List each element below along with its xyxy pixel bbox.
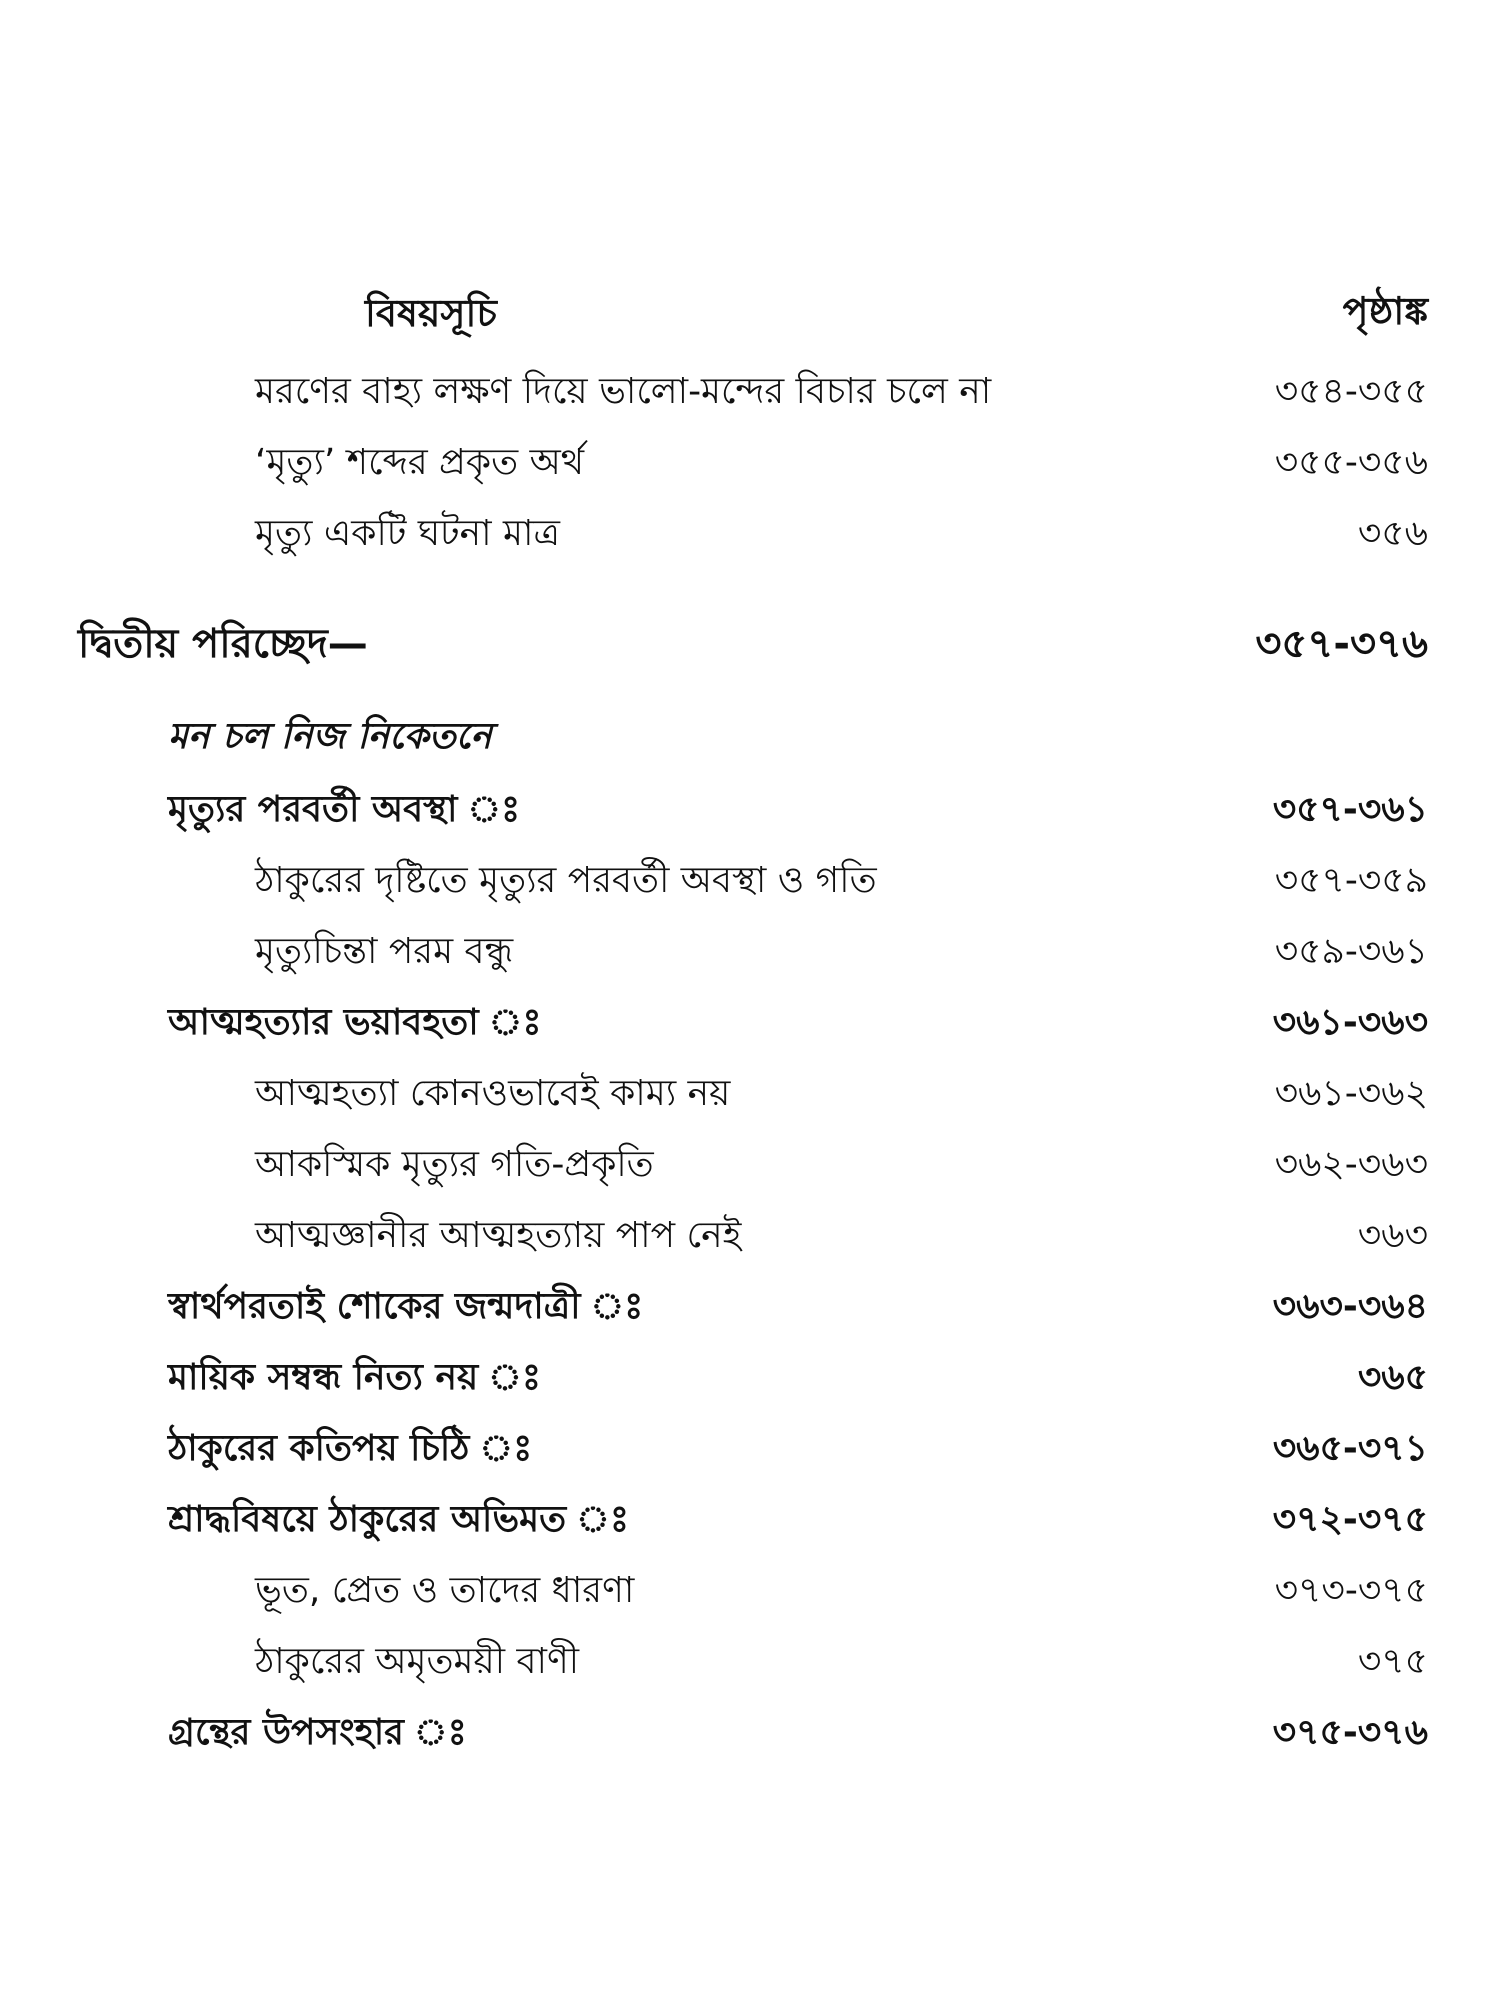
section-pages: ৩৬৫-৩৭১: [1272, 1428, 1428, 1469]
toc-entry: [0, 1206, 1500, 1268]
chapter-pages: ৩৫৭-৩৭৬: [1255, 621, 1428, 667]
entry-pages: ৩৫৪-৩৫৫: [1274, 371, 1428, 412]
chapter-title: দ্বিতীয় পরিচ্ছেদ—: [78, 621, 368, 667]
toc-entry: [0, 362, 1500, 424]
entry-title: আকস্মিক মৃত্যুর গতি-প্রকৃতি: [255, 1144, 654, 1185]
entry-pages: ৩৬২-৩৬৩: [1274, 1144, 1428, 1185]
section-title: স্বার্থপরতাই শোকের জন্মদাত্রী ঃ: [168, 1286, 644, 1327]
toc-entry: [0, 1135, 1500, 1197]
section-heading: [0, 1277, 1500, 1339]
entry-title: ‘মৃত্যু’ শব্দের প্রকৃত অর্থ: [255, 442, 585, 483]
entry-pages: ৩৫৭-৩৫৯: [1274, 860, 1428, 901]
section-pages: ৩৭৫-৩৭৬: [1272, 1712, 1428, 1753]
entry-pages: ৩৭৩-৩৭৫: [1274, 1570, 1428, 1611]
section-title: মৃত্যুর পরবর্তী অবস্থা ঃ: [168, 789, 521, 830]
page-number-heading: পৃষ্ঠাঙ্ক: [1342, 289, 1428, 333]
entry-pages: ৩৬১-৩৬২: [1274, 1073, 1428, 1114]
section-heading: [0, 780, 1500, 842]
toc-entry: [0, 851, 1500, 913]
entry-pages: ৩৫৫-৩৫৬: [1274, 442, 1428, 483]
chapter-subtitle: [0, 707, 1500, 769]
section-pages: ৩৭২-৩৭৫: [1272, 1499, 1428, 1540]
entry-pages: ৩৭৫: [1357, 1641, 1428, 1682]
toc-entry: [0, 433, 1500, 495]
section-pages: ৩৬৫: [1357, 1357, 1428, 1398]
section-pages: ৩৬১-৩৬৩: [1272, 1002, 1428, 1043]
toc-entry: [0, 1064, 1500, 1126]
entry-title: ভূত, প্রেত ও তাদের ধারণা: [255, 1570, 635, 1611]
section-heading: [0, 1348, 1500, 1410]
section-title: গ্রন্থের উপসংহার ঃ: [168, 1712, 467, 1753]
section-title: শ্রাদ্ধবিষয়ে ঠাকুরের অভিমত ঃ: [168, 1499, 630, 1540]
subtitle-text: মন চল নিজ নিকেতনে: [168, 716, 492, 757]
section-heading: [0, 993, 1500, 1055]
entry-title: মৃত্যু একটি ঘটনা মাত্র: [255, 513, 560, 554]
section-pages: ৩৬৩-৩৬৪: [1272, 1286, 1428, 1327]
section-title: ঠাকুরের কতিপয় চিঠি ঃ: [168, 1428, 533, 1469]
entry-title: ঠাকুরের দৃষ্টিতে মৃত্যুর পরবর্তী অবস্থা ও গতি: [255, 860, 877, 901]
entry-title: আত্মহত্যা কোনওভাবেই কাম্য নয়: [255, 1073, 731, 1114]
toc-entry: [0, 1561, 1500, 1623]
entry-title: মৃত্যুচিন্তা পরম বন্ধু: [255, 931, 514, 972]
section-heading: [0, 1419, 1500, 1481]
entry-pages: ৩৬৩: [1357, 1215, 1428, 1256]
section-title: মায়িক সম্বন্ধ নিত্য নয় ঃ: [168, 1357, 542, 1398]
section-heading: [0, 1490, 1500, 1552]
chapter-heading: [0, 614, 1500, 676]
section-heading: [0, 1703, 1500, 1765]
section-pages: ৩৫৭-৩৬১: [1272, 789, 1428, 830]
toc-entry: [0, 922, 1500, 984]
entry-title: ঠাকুরের অমৃতময়ী বাণী: [255, 1641, 580, 1682]
entry-pages: ৩৫৯-৩৬১: [1274, 931, 1428, 972]
section-title: আত্মহত্যার ভয়াবহতা ঃ: [168, 1002, 542, 1043]
toc-entry: [0, 1632, 1500, 1694]
entry-title: মরণের বাহ্য লক্ষণ দিয়ে ভালো-মন্দের বিচার চলে না: [255, 371, 992, 412]
entry-pages: ৩৫৬: [1357, 513, 1428, 554]
toc-entry: [0, 504, 1500, 566]
entry-title: আত্মজ্ঞানীর আত্মহত্যায় পাপ নেই: [255, 1215, 742, 1256]
contents-heading: বিষয়সূচি: [365, 291, 497, 335]
